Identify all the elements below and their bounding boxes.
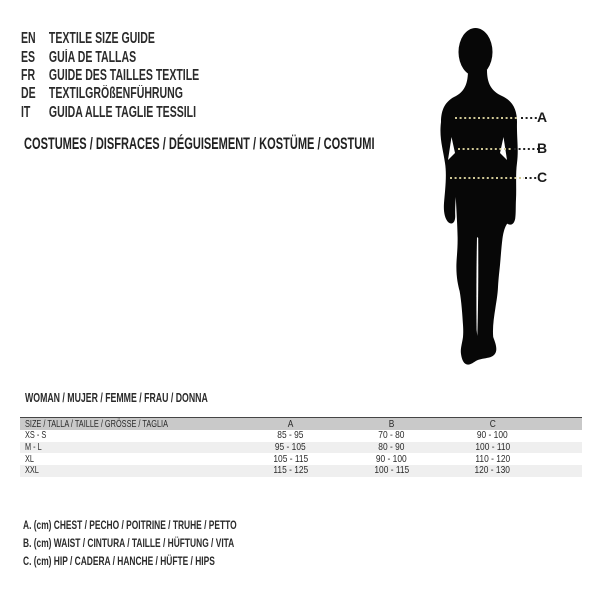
size-table-header-row <box>20 418 582 430</box>
column-header-b <box>341 419 442 430</box>
value-cell-b <box>341 430 442 441</box>
legend-line-a: A. (cm) CHEST / PECHO / POITRINE / TRUHE / PETTO <box>23 518 237 532</box>
measure-label-b: B <box>537 140 548 156</box>
size-table-row-xs-s <box>20 430 582 442</box>
size-table-row-xl <box>20 453 582 465</box>
value-text: 90 - 100 <box>477 429 508 442</box>
language-title: TEXTILE SIZE GUIDE <box>48 30 155 48</box>
value-text: 70 - 80 <box>378 429 405 442</box>
value-text: 85 - 95 <box>277 429 304 442</box>
silhouette-head <box>459 28 493 76</box>
value-text: 80 - 90 <box>378 441 405 454</box>
value-cell-c <box>442 442 543 453</box>
column-header-c <box>442 419 543 430</box>
size-cell <box>20 442 240 453</box>
measurement-legend <box>23 516 328 571</box>
language-row <box>21 85 199 103</box>
column-header-b-text: B <box>388 417 395 430</box>
value-cell-a <box>240 465 341 476</box>
legend-line-b: B. (cm) WAIST / CINTURA / TAILLE / HÜFTUNG / VITA <box>23 536 235 551</box>
value-text: 110 - 120 <box>475 452 510 465</box>
language-row <box>21 104 199 122</box>
value-cell-c <box>442 454 543 465</box>
language-row <box>21 67 199 85</box>
table-section-title: WOMAN / MUJER / FEMME / FRAU / DONNA <box>25 391 208 405</box>
size-table-header-label-text: SIZE / TALLA / TAILLE / GRÖSSE / TAGLIA <box>25 417 168 430</box>
size-table-row-m-l <box>20 442 582 454</box>
language-list <box>21 30 283 122</box>
value-text: 120 - 130 <box>474 464 511 477</box>
language-code: FR <box>21 66 36 84</box>
size-table <box>20 417 582 477</box>
silhouette-svg <box>415 25 575 375</box>
column-header-a-text: A <box>287 417 294 430</box>
size-cell <box>20 465 240 476</box>
value-text: 90 - 100 <box>376 452 407 465</box>
value-cell-c <box>442 430 543 441</box>
size-table-header-label <box>20 419 240 430</box>
woman-silhouette-figure <box>415 25 575 375</box>
legend-line-c: C. (cm) HIP / CADERA / HANCHE / HÜFTE / HIPS <box>23 554 215 569</box>
value-cell-c <box>442 465 543 476</box>
column-header-a <box>240 419 341 430</box>
size-table-row-xxl <box>20 465 582 477</box>
category-line: COSTUMES / DISFRACES / DÉGUISEMENT / KOSTÜME / COSTUMI <box>24 134 375 153</box>
size-cell <box>20 454 240 465</box>
value-text: 95 - 105 <box>275 441 306 454</box>
language-title: GUIDE DES TAILLES TEXTILE <box>48 66 200 84</box>
language-row <box>21 48 199 66</box>
value-text: 105 - 115 <box>273 452 308 465</box>
size-cell-text: M - L <box>25 441 42 454</box>
value-text: 100 - 110 <box>475 441 510 454</box>
size-cell-text: XL <box>25 452 34 465</box>
language-row <box>21 30 199 48</box>
measure-label-a: A <box>537 109 548 125</box>
language-code: IT <box>21 103 31 121</box>
value-text: 100 - 115 <box>374 464 409 477</box>
value-cell-b <box>341 442 442 453</box>
value-cell-a <box>240 454 341 465</box>
value-text: 115 - 125 <box>273 464 308 477</box>
language-title: TEXTILGRÖßENFÜHRUNG <box>48 85 183 103</box>
size-cell <box>20 430 240 441</box>
value-cell-b <box>341 454 442 465</box>
measure-label-c: C <box>537 169 548 185</box>
language-code: ES <box>21 48 36 66</box>
value-cell-a <box>240 430 341 441</box>
value-cell-b <box>341 465 442 476</box>
size-cell-text: XS - S <box>25 429 47 442</box>
language-title: GUÍA DE TALLAS <box>48 48 137 66</box>
language-title: GUIDA ALLE TAGLIE TESSILI <box>48 103 197 121</box>
language-code: DE <box>21 85 36 103</box>
column-header-c-text: C <box>489 417 496 430</box>
language-code: EN <box>21 30 36 48</box>
size-cell-text: XXL <box>25 464 39 477</box>
silhouette-body <box>440 70 517 365</box>
value-cell-a <box>240 442 341 453</box>
